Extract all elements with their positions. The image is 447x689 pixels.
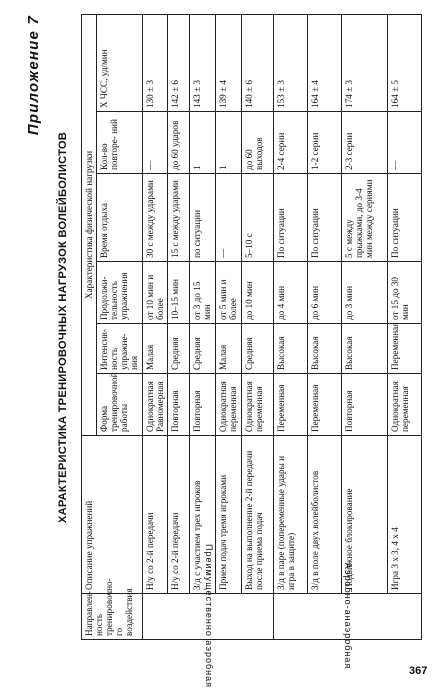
intensity-cell: Малая bbox=[215, 324, 241, 374]
header-duration: Продолжи- тельность упражнения bbox=[97, 262, 142, 324]
hr-cell: 153 ± 3 bbox=[273, 14, 307, 111]
rotated-content bbox=[23, 15, 418, 689]
description-cell: З/д с участием трех игроков bbox=[189, 436, 215, 594]
intensity-cell: Средняя bbox=[241, 324, 273, 374]
form-cell: Однократная переменная bbox=[215, 374, 241, 436]
hr-cell: 143 ± 3 bbox=[189, 14, 215, 111]
description-cell: Н/у со 2-й передачи bbox=[142, 436, 167, 594]
description-cell: Подвижное блокирование bbox=[341, 436, 387, 594]
duration-cell: от 3 до 15 мин bbox=[189, 262, 215, 324]
form-cell: Однократная переменная bbox=[241, 374, 273, 436]
duration-cell: от 5 мин и более bbox=[215, 262, 241, 324]
rest-cell: По ситуации bbox=[307, 174, 341, 262]
rest-cell: 15 с между ударами bbox=[167, 174, 189, 262]
duration-cell: от 15 до 30 мин bbox=[387, 262, 421, 324]
header-group: Характеристика физической нагрузки bbox=[82, 14, 97, 435]
duration-cell: до 3 мин bbox=[341, 262, 387, 324]
form-cell: Переменная bbox=[273, 374, 307, 436]
duration-cell: до 10 мин bbox=[241, 262, 273, 324]
duration-cell: 10–15 мин bbox=[167, 262, 189, 324]
header-reps: Кол-во повторе- ний bbox=[97, 112, 142, 174]
header-direction: Направлен- ность тренировочно- го воздействия bbox=[82, 594, 143, 640]
reps-cell: до 60 ударов bbox=[167, 112, 189, 174]
header-intensity: Интенсив- ность упражне- ния bbox=[97, 324, 142, 374]
table-row bbox=[215, 14, 241, 639]
rest-cell: По ситуации bbox=[273, 174, 307, 262]
table-row bbox=[241, 14, 273, 639]
page-number: 367 bbox=[409, 665, 428, 677]
form-cell: Повторная bbox=[167, 374, 189, 436]
reps-cell: — bbox=[387, 112, 421, 174]
description-cell: Н/у со 2-й передачи bbox=[167, 436, 189, 594]
intensity-cell: Высокая bbox=[273, 324, 307, 374]
reps-cell: 1 bbox=[215, 112, 241, 174]
rest-cell: По ситуации bbox=[387, 174, 421, 262]
form-cell: Однократная переменная bbox=[387, 374, 421, 436]
table-row bbox=[341, 14, 387, 639]
intensity-cell: Средняя bbox=[189, 324, 215, 374]
duration-cell: до 4 мин bbox=[273, 262, 307, 324]
reps-cell: 1 bbox=[189, 112, 215, 174]
table-title: ХАРАКТЕРИСТИКА ТРЕНИРОВОЧНЫХ НАГРУЗОК ВОЛЕЙБОЛИСТОВ bbox=[57, 131, 69, 524]
table-row bbox=[142, 14, 167, 639]
rest-cell: — bbox=[215, 174, 241, 262]
intensity-cell: Малая bbox=[142, 324, 167, 374]
description-cell: Прием подач тремя игроками bbox=[215, 436, 241, 594]
intensity-cell: Высокая bbox=[341, 324, 387, 374]
direction-label: Преимущественно аэробная bbox=[203, 544, 214, 689]
duration-cell: от 10 мин и более bbox=[142, 262, 167, 324]
reps-cell: до 60 выходов bbox=[241, 112, 273, 174]
table-row bbox=[307, 14, 341, 639]
description-cell: Игра 3 х 3, 4 х 4 bbox=[387, 436, 421, 594]
description-cell: З/д в поле двух волейболистов bbox=[307, 436, 341, 594]
direction-label: Аэробно-анаэробная bbox=[343, 563, 354, 670]
duration-cell: до 6 мин bbox=[307, 262, 341, 324]
intensity-cell: Переменная bbox=[387, 324, 421, 374]
hr-cell: 130 ± 3 bbox=[142, 14, 167, 111]
description-cell: Выход на выполнение 2-й передачи после приема подач bbox=[241, 436, 273, 594]
table-row bbox=[387, 14, 421, 639]
hr-cell: 164 ± 5 bbox=[387, 14, 421, 111]
reps-cell: 2-3 серии bbox=[341, 112, 387, 174]
intensity-cell: Средняя bbox=[167, 324, 189, 374]
header-form: Форма тренировочной работы bbox=[97, 374, 142, 436]
rest-cell: 5–10 с bbox=[241, 174, 273, 262]
direction-cell bbox=[273, 563, 421, 670]
hr-cell: 139 ± 4 bbox=[215, 14, 241, 111]
header-rest: Время отдыха bbox=[97, 174, 142, 262]
hr-cell: 174 ± 3 bbox=[341, 14, 387, 111]
reps-cell: — bbox=[142, 112, 167, 174]
hr-cell: 164 ± 4 bbox=[307, 14, 341, 111]
form-cell: Однократная Равномерная bbox=[142, 374, 167, 436]
header-description: Описание упражнений bbox=[82, 436, 143, 594]
form-cell: Переменная bbox=[307, 374, 341, 436]
hr-cell: 142 ± 6 bbox=[167, 14, 189, 111]
reps-cell: 2-4 серии bbox=[273, 112, 307, 174]
form-cell: Повторная bbox=[189, 374, 215, 436]
reps-cell: 1-2 серии bbox=[307, 112, 341, 174]
hr-cell: 140 ± 6 bbox=[241, 14, 273, 111]
rest-cell: 30 с между ударами bbox=[142, 174, 167, 262]
description-cell: З/д в паре (попеременные удары и игра в защите) bbox=[273, 436, 307, 594]
table-row bbox=[167, 14, 189, 639]
header-row-1 bbox=[82, 14, 97, 639]
header-hr: X ЧСС, уд/мин bbox=[97, 14, 142, 111]
rest-cell: по ситуации bbox=[189, 174, 215, 262]
appendix-label: Приложение 7 bbox=[25, 15, 42, 136]
intensity-cell: Высокая bbox=[307, 324, 341, 374]
form-cell: Повторная bbox=[341, 374, 387, 436]
table-row bbox=[273, 14, 307, 639]
rest-cell: 5 с между прыжками, до 3-4 мин между сериями bbox=[341, 174, 387, 262]
